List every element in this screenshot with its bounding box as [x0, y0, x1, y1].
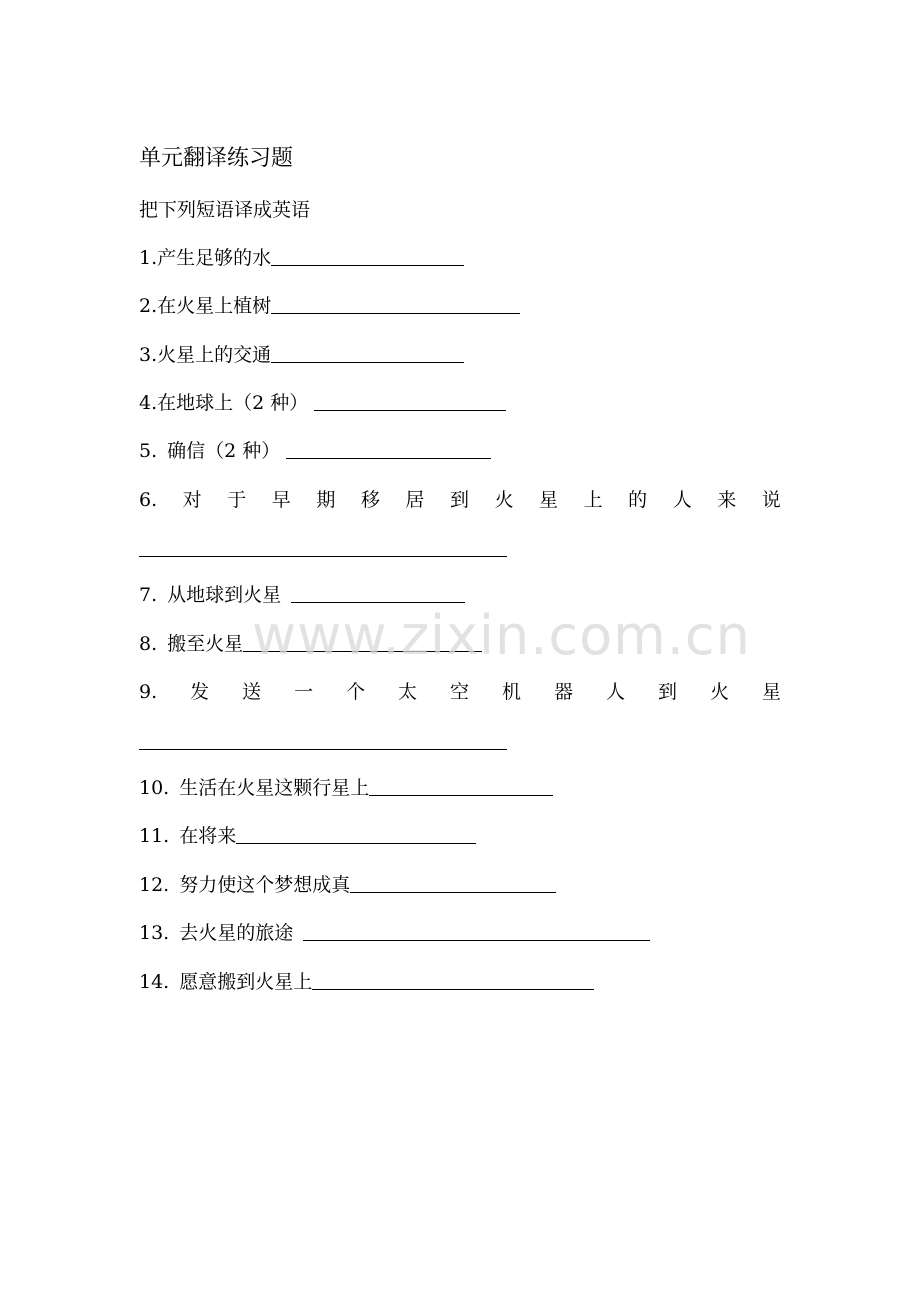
question-char: 上	[583, 489, 603, 511]
question-char: 人	[672, 489, 692, 511]
question-9	[139, 677, 781, 707]
question-char: 器	[554, 681, 574, 703]
question-char: 对	[182, 489, 202, 511]
question-text: 从地球到火星	[167, 584, 282, 606]
question-char: 空	[450, 681, 470, 703]
answer-blank	[303, 939, 650, 941]
question-number: 5.	[139, 440, 158, 462]
question-4	[139, 388, 506, 418]
watermark-text: www.zixin.com.cn	[252, 604, 751, 667]
answer-blank	[369, 794, 553, 796]
worksheet-title: 单元翻译练习题	[139, 146, 294, 171]
question-number: 12.	[139, 874, 170, 896]
question-char: 机	[502, 681, 522, 703]
question-char: 于	[227, 489, 247, 511]
question-number: 9.	[139, 681, 158, 703]
question-char: 星	[539, 489, 559, 511]
answer-blank	[236, 842, 476, 844]
question-number: 13.	[139, 922, 170, 944]
question-10	[139, 773, 553, 803]
question-text: 在火星上植树	[157, 295, 272, 317]
answer-blank	[139, 556, 507, 557]
question-text: 在将来	[179, 825, 237, 847]
question-13	[139, 918, 650, 948]
question-14	[139, 967, 594, 997]
question-char: 太	[398, 681, 418, 703]
question-char: 人	[605, 681, 625, 703]
question-char: 的	[628, 489, 648, 511]
answer-blank	[314, 409, 506, 411]
question-text: 产生足够的水	[157, 247, 272, 269]
question-char: 发	[190, 681, 210, 703]
question-text: 确信（2 种）	[167, 440, 281, 462]
question-text: 火星上的交通	[157, 344, 272, 366]
question-number: 1.	[139, 247, 158, 269]
question-12	[139, 870, 556, 900]
question-number: 4.	[139, 392, 158, 414]
question-text: 生活在火星这颗行星上	[179, 777, 370, 799]
question-char: 早	[271, 489, 291, 511]
question-11	[139, 821, 476, 851]
question-5	[139, 436, 491, 466]
question-number: 8.	[139, 633, 158, 655]
question-char: 火	[709, 681, 729, 703]
question-2	[139, 291, 520, 321]
answer-blank	[350, 891, 556, 893]
question-number: 2.	[139, 295, 158, 317]
question-number: 3.	[139, 344, 158, 366]
question-text: 努力使这个梦想成真	[179, 874, 351, 896]
question-char: 送	[242, 681, 262, 703]
question-char: 一	[294, 681, 314, 703]
question-number: 14.	[139, 971, 170, 993]
question-number: 10.	[139, 777, 170, 799]
question-char: 星	[761, 681, 781, 703]
answer-blank	[139, 749, 507, 750]
answer-blank	[271, 312, 520, 314]
question-text: 去火星的旅途	[179, 922, 294, 944]
question-number: 11.	[139, 825, 170, 847]
question-6	[139, 485, 781, 515]
question-1	[139, 243, 464, 273]
instruction-text: 把下列短语译成英语	[139, 199, 311, 221]
question-char: 移	[360, 489, 380, 511]
question-3	[139, 340, 464, 370]
question-number: 7.	[139, 584, 158, 606]
question-char: 期	[316, 489, 336, 511]
question-text: 愿意搬到火星上	[179, 971, 313, 993]
question-number: 6.	[139, 489, 158, 511]
answer-blank	[312, 988, 594, 990]
question-char: 火	[494, 489, 514, 511]
answer-blank	[271, 361, 464, 363]
question-text: 搬至火星	[167, 633, 244, 655]
question-char: 个	[346, 681, 366, 703]
answer-blank	[291, 601, 465, 603]
question-char: 到	[449, 489, 469, 511]
question-char: 居	[405, 489, 425, 511]
question-char: 到	[657, 681, 677, 703]
question-text: 在地球上（2 种）	[157, 392, 309, 414]
answer-blank	[286, 457, 491, 459]
question-char: 来	[717, 489, 737, 511]
answer-blank	[271, 264, 464, 266]
question-char: 说	[761, 489, 781, 511]
